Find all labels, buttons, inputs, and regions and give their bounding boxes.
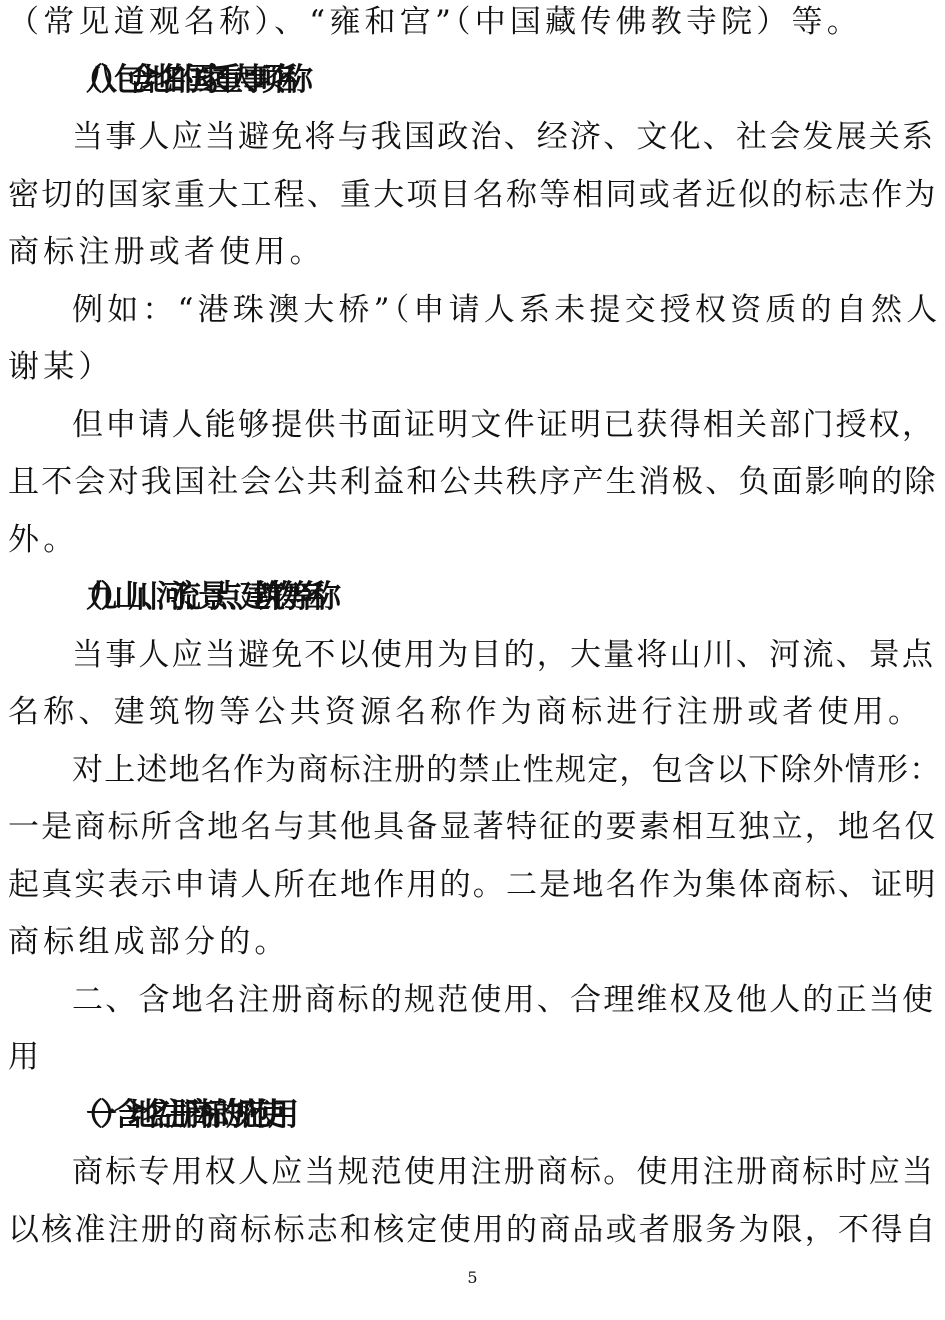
text-line: 且不会对我国社会公共利益和公共秩序产生消极、负面影响的除 <box>8 464 938 500</box>
text-line: 对上述地名作为商标注册的禁止性规定，包含以下除外情形： <box>72 752 942 788</box>
text-line: 但申请人能够提供书面证明文件证明已获得相关部门授权， <box>72 407 936 443</box>
subsection-heading-9: （九）山川、河流、景点、建筑物等名称 <box>72 579 324 615</box>
text-line: （常见道观名称）、“雍和宫”（中国藏传佛教寺院）等。 <box>8 4 862 40</box>
text-line: 以核准注册的商标标志和核定使用的商品或者服务为限，不得自 <box>8 1212 938 1248</box>
subsection-heading-1: （一）含地名注册商标的规范使用 <box>72 1097 282 1133</box>
text-line: 名称、建筑物等公共资源名称作为商标进行注册或者使用。 <box>8 694 924 730</box>
text-line: 一是商标所含地名与其他具备显著特征的要素相互独立，地名仅 <box>8 809 938 845</box>
text-line: 商标专用权人应当规范使用注册商标。使用注册商标时应当 <box>72 1154 936 1190</box>
text-line: 起真实表示申请人所在地作用的。二是地名作为集体商标、证明 <box>8 867 938 903</box>
subsection-heading-8: （八）包含地名的国家重大事项名称 <box>72 62 296 98</box>
text-line: 商标注册或者使用。 <box>8 234 325 270</box>
text-line: 例如：“港珠澳大桥”（申请人系未提交授权资质的自然人 <box>72 292 942 328</box>
section-heading-2: 二、含地名注册商标的规范使用、合理维权及他人的正当使 <box>72 982 936 1018</box>
page-number: 5 <box>467 1268 478 1287</box>
section-heading-2-continued: 用 <box>8 1039 43 1075</box>
text-line: 谢某） <box>8 349 114 385</box>
text-line: 当事人应当避免不以使用为目的，大量将山川、河流、景点 <box>72 637 936 673</box>
text-line: 商标组成部分的。 <box>8 924 290 960</box>
text-line: 密切的国家重大工程、重大项目名称等相同或者近似的标志作为 <box>8 177 938 213</box>
text-line: 当事人应当避免将与我国政治、经济、文化、社会发展关系 <box>72 119 936 155</box>
text-line: 外。 <box>8 522 79 558</box>
